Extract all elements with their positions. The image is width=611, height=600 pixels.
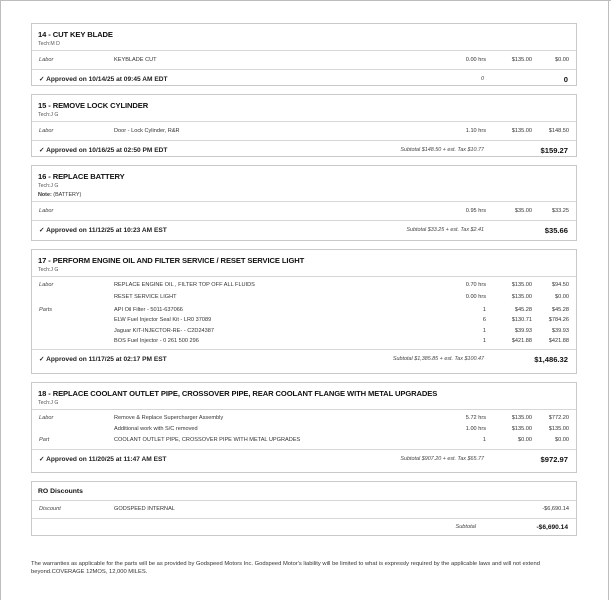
discount-subtotal-value: -$6,690.14 bbox=[536, 523, 568, 531]
line-category: Parts bbox=[39, 306, 53, 313]
line-category: Labor bbox=[39, 282, 54, 288]
line-qty: 0.00 hrs bbox=[465, 293, 486, 300]
line-amount: $0.00 bbox=[555, 57, 569, 63]
line-rate: $130.71 bbox=[511, 317, 532, 323]
job-note bbox=[38, 192, 570, 198]
line-rate: $0.00 bbox=[518, 437, 532, 443]
discount-lines bbox=[32, 501, 576, 518]
line-item bbox=[32, 434, 576, 446]
job-title: 15 - REMOVE LOCK CYLINDER bbox=[38, 101, 149, 110]
line-description: Remove & Replace Supercharger Assembly bbox=[114, 415, 224, 421]
job-title: 14 - CUT KEY BLADE bbox=[38, 30, 113, 39]
approval-row bbox=[32, 349, 576, 368]
line-item bbox=[32, 325, 576, 336]
line-rate: $39.93 bbox=[514, 327, 532, 334]
job-header bbox=[32, 383, 576, 409]
line-rate: $45.28 bbox=[514, 306, 532, 313]
line-rate: $35.00 bbox=[514, 208, 532, 214]
approval-text bbox=[39, 75, 168, 83]
check-icon: ✓ bbox=[39, 356, 45, 363]
line-category: Labor bbox=[39, 57, 54, 63]
job-tech: Tech:J G bbox=[38, 183, 59, 189]
job-lines bbox=[32, 277, 576, 349]
line-amount: $45.28 bbox=[551, 306, 569, 313]
check-icon: ✓ bbox=[39, 456, 45, 463]
approval-row bbox=[32, 449, 576, 468]
line-amount: $135.00 bbox=[548, 426, 569, 432]
check-icon: ✓ bbox=[39, 147, 45, 154]
line-rate: $135.00 bbox=[511, 415, 532, 421]
line-amount: $148.50 bbox=[548, 128, 569, 134]
line-description: ELW Fuel Injector Seal Kit - LR0 37089 bbox=[114, 317, 212, 323]
line-qty: 0.70 hrs bbox=[465, 282, 486, 288]
discounts-title: RO Discounts bbox=[38, 488, 83, 495]
line-description: BOS Fuel Injector - 0 261 500 296 bbox=[114, 338, 199, 344]
job-tech: Tech:J G bbox=[38, 267, 59, 273]
ro-discounts-card bbox=[31, 481, 577, 536]
warranty-footer: The warranties as applicable for the parts will be as provided by Godspeed Motors Inc. Godspeed Motor's liability will be limited to what is expressly required by the applicable laws and will not extend beyond.COVERAGE 12MOS, 12,000 MILES. bbox=[31, 561, 540, 575]
frame-left-border bbox=[0, 0, 1, 600]
job-card-14 bbox=[31, 23, 577, 86]
line-description: COOLANT OUTLET PIPE, CROSSOVER PIPE WITH METAL UPGRADES bbox=[114, 437, 301, 443]
approval-date: Approved on 11/17/25 at 02:17 PM EST bbox=[46, 356, 167, 363]
line-amount: $772.20 bbox=[548, 415, 569, 421]
approval-text bbox=[39, 455, 166, 463]
discount-subtotal-row bbox=[32, 518, 576, 535]
line-description: KEYBLADE CUT bbox=[114, 57, 157, 63]
job-total: $35.66 bbox=[544, 225, 568, 235]
job-total: $972.97 bbox=[540, 454, 568, 464]
approval-row bbox=[32, 69, 576, 88]
job-lines bbox=[32, 51, 576, 69]
subtotal-text: Subtotal $33.25 + est. Tax $2.41 bbox=[406, 227, 484, 233]
approval-row bbox=[32, 140, 576, 159]
line-description: RESET SERVICE LIGHT bbox=[114, 293, 177, 300]
job-title: 16 - REPLACE BATTERY bbox=[38, 172, 125, 181]
job-header bbox=[32, 95, 576, 121]
job-header bbox=[32, 250, 576, 276]
line-rate: $135.00 bbox=[511, 426, 532, 432]
discount-description: GODSPEED INTERNAL bbox=[114, 506, 175, 512]
subtotal-text: 0 bbox=[481, 76, 484, 82]
line-qty: 0.00 hrs bbox=[465, 57, 486, 63]
job-card-15 bbox=[31, 94, 577, 157]
line-category: Labor bbox=[39, 415, 54, 421]
job-lines bbox=[32, 410, 576, 449]
discount-category: Discount bbox=[39, 506, 61, 512]
job-lines bbox=[32, 202, 576, 220]
line-item bbox=[32, 125, 576, 137]
approval-row bbox=[32, 220, 576, 239]
job-header bbox=[32, 166, 576, 201]
check-icon: ✓ bbox=[39, 76, 45, 83]
job-title: 17 - PERFORM ENGINE OIL AND FILTER SERVICE / RESET SERVICE LIGHT bbox=[38, 256, 305, 265]
approval-date: Approved on 10/14/25 at 09:45 AM EDT bbox=[46, 76, 168, 83]
frame-right-border bbox=[608, 0, 609, 600]
job-card-18 bbox=[31, 382, 577, 473]
line-item bbox=[32, 423, 576, 434]
line-qty: 5.72 hrs bbox=[465, 415, 486, 421]
discount-line bbox=[32, 503, 576, 516]
line-rate: $135.00 bbox=[511, 282, 532, 288]
line-category: Part bbox=[39, 437, 50, 443]
job-lines bbox=[32, 122, 576, 140]
line-rate: $421.88 bbox=[511, 338, 532, 344]
line-amount: $33.25 bbox=[551, 208, 569, 214]
job-total: $159.27 bbox=[540, 145, 568, 155]
line-amount: $421.88 bbox=[548, 338, 569, 344]
line-description: REPLACE ENGINE OIL , FILTER TOP OFF ALL FLUIDS bbox=[114, 282, 255, 288]
job-tech: Tech:M D bbox=[38, 41, 60, 47]
job-total: $1,486.32 bbox=[534, 354, 568, 364]
line-category: Labor bbox=[39, 208, 54, 214]
note-text: (BATTERY) bbox=[53, 192, 82, 198]
job-header bbox=[32, 24, 576, 50]
line-rate: $135.00 bbox=[511, 128, 532, 134]
approval-text bbox=[39, 146, 167, 154]
line-description: Jaguar KIT-INJECTOR-RE- - C2D24387 bbox=[114, 327, 214, 334]
approval-text bbox=[39, 226, 167, 234]
discount-subtotal-label: Subtotal bbox=[455, 524, 476, 530]
approval-date: Approved on 11/20/25 at 11:47 AM EST bbox=[46, 456, 167, 463]
subtotal-text: Subtotal $1,385.85 + est. Tax $100.47 bbox=[392, 356, 484, 362]
repair-order-page bbox=[31, 23, 577, 544]
line-amount: $0.00 bbox=[555, 293, 569, 300]
line-item bbox=[32, 54, 576, 66]
line-description: Door - Lock Cylinder, R&R bbox=[114, 128, 180, 134]
subtotal-text: Subtotal $907.20 + est. Tax $65.77 bbox=[400, 456, 484, 462]
approval-date: Approved on 10/16/25 at 02:50 PM EDT bbox=[46, 147, 168, 154]
line-qty: 1 bbox=[482, 338, 486, 344]
subtotal-text: Subtotal $148.50 + est. Tax $10.77 bbox=[400, 147, 484, 153]
job-title: 18 - REPLACE COOLANT OUTLET PIPE, CROSSOVER PIPE, REAR COOLANT FLANGE WITH METAL UPGRADES bbox=[38, 389, 438, 398]
line-item bbox=[32, 335, 576, 346]
line-qty: 1 bbox=[482, 437, 486, 443]
approval-text bbox=[39, 355, 167, 363]
line-qty: 1 bbox=[482, 327, 486, 334]
job-tech: Tech:J G bbox=[38, 112, 59, 118]
job-card-17 bbox=[31, 249, 577, 374]
line-item bbox=[32, 412, 576, 423]
line-category: Labor bbox=[39, 128, 54, 134]
approval-date: Approved on 11/12/25 at 10:23 AM EST bbox=[46, 227, 167, 234]
line-rate: $135.00 bbox=[511, 57, 532, 63]
line-amount: $784.26 bbox=[548, 317, 569, 323]
line-qty: 1.00 hrs bbox=[465, 426, 486, 432]
line-amount: $94.50 bbox=[551, 282, 569, 288]
discount-amount: -$6,690.14 bbox=[542, 506, 569, 512]
check-icon: ✓ bbox=[39, 227, 45, 234]
note-label: Note: bbox=[38, 192, 52, 198]
line-qty: 0.95 hrs bbox=[465, 208, 486, 214]
line-item bbox=[32, 314, 576, 325]
line-qty: 1 bbox=[482, 306, 486, 313]
line-rate: $135.00 bbox=[511, 293, 532, 300]
job-total: 0 bbox=[563, 74, 568, 84]
line-item bbox=[32, 304, 576, 315]
line-item bbox=[32, 279, 576, 291]
frame-top-border bbox=[0, 0, 611, 1]
line-item bbox=[32, 205, 576, 217]
job-tech: Tech:J G bbox=[38, 400, 59, 406]
job-card-16 bbox=[31, 165, 577, 241]
line-amount: $39.93 bbox=[551, 327, 569, 334]
line-description: Additional work with S/C removed bbox=[114, 426, 198, 432]
line-amount: $0.00 bbox=[555, 437, 569, 443]
line-description: API Oil Filter - 5011-637066 bbox=[114, 306, 183, 313]
line-qty: 1.10 hrs bbox=[465, 128, 486, 134]
line-item bbox=[32, 291, 576, 304]
line-qty: 6 bbox=[482, 317, 486, 323]
